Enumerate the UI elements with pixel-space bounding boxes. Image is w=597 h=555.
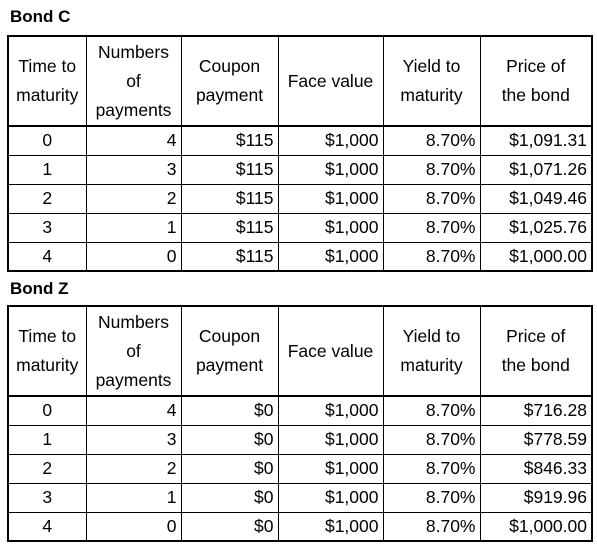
header-face-value xyxy=(278,36,383,126)
header-numbers-of-payments xyxy=(86,36,181,126)
cell-yield-to-maturity: 8.70% xyxy=(383,155,480,184)
cell-coupon-payment: $115 xyxy=(181,155,278,184)
bond-c-table xyxy=(7,35,593,272)
header-text: Price of xyxy=(506,56,566,76)
header-text: payment xyxy=(195,85,264,105)
header-yield-to-maturity xyxy=(383,36,480,126)
cell-time-to-maturity: 2 xyxy=(8,184,86,213)
cell-time-to-maturity: 0 xyxy=(8,126,86,155)
header-text: Numbers xyxy=(98,311,169,332)
header-text: maturity xyxy=(16,85,79,105)
cell-numbers-of-payments: 3 xyxy=(86,425,181,454)
cell-time-to-maturity: 3 xyxy=(8,213,86,242)
cell-yield-to-maturity: 8.70% xyxy=(383,454,480,483)
cell-time-to-maturity: 0 xyxy=(8,396,86,425)
cell-coupon-payment: $0 xyxy=(181,454,278,483)
header-text: payments xyxy=(95,99,172,120)
header-text: Yield to xyxy=(402,326,461,346)
header-text: Time to xyxy=(18,56,77,76)
cell-numbers-of-payments: 4 xyxy=(86,126,181,155)
cell-coupon-payment: $115 xyxy=(181,213,278,242)
cell-price-of-bond: $778.59 xyxy=(480,425,592,454)
table-row xyxy=(8,242,592,271)
header-time-to-maturity xyxy=(8,36,86,126)
cell-face-value: $1,000 xyxy=(278,396,383,425)
cell-yield-to-maturity: 8.70% xyxy=(383,213,480,242)
cell-price-of-bond: $1,000.00 xyxy=(480,512,592,541)
header-time-to-maturity xyxy=(8,306,86,396)
cell-price-of-bond: $1,071.26 xyxy=(480,155,592,184)
cell-face-value: $1,000 xyxy=(278,483,383,512)
header-text: maturity xyxy=(400,85,463,105)
header-text: Yield to xyxy=(402,56,461,76)
cell-numbers-of-payments: 2 xyxy=(86,184,181,213)
cell-numbers-of-payments: 0 xyxy=(86,242,181,271)
cell-time-to-maturity: 2 xyxy=(8,454,86,483)
header-price-of-bond xyxy=(480,36,592,126)
cell-price-of-bond: $846.33 xyxy=(480,454,592,483)
header-face-value xyxy=(278,306,383,396)
table-row xyxy=(8,184,592,213)
header-text: Coupon xyxy=(198,56,261,76)
header-row xyxy=(8,36,592,126)
cell-face-value: $1,000 xyxy=(278,126,383,155)
table-row xyxy=(8,396,592,425)
table-row xyxy=(8,126,592,155)
cell-yield-to-maturity: 8.70% xyxy=(383,242,480,271)
header-text: maturity xyxy=(400,355,463,375)
header-text: maturity xyxy=(16,355,79,375)
cell-price-of-bond: $716.28 xyxy=(480,396,592,425)
cell-face-value: $1,000 xyxy=(278,184,383,213)
cell-numbers-of-payments: 4 xyxy=(86,396,181,425)
cell-yield-to-maturity: 8.70% xyxy=(383,396,480,425)
header-coupon-payment xyxy=(181,36,278,126)
cell-price-of-bond: $1,091.31 xyxy=(480,126,592,155)
cell-coupon-payment: $115 xyxy=(181,126,278,155)
cell-price-of-bond: $919.96 xyxy=(480,483,592,512)
cell-numbers-of-payments: 0 xyxy=(86,512,181,541)
header-row xyxy=(8,306,592,396)
cell-time-to-maturity: 4 xyxy=(8,242,86,271)
cell-coupon-payment: $115 xyxy=(181,242,278,271)
table-row xyxy=(8,425,592,454)
cell-coupon-payment: $0 xyxy=(181,425,278,454)
cell-yield-to-maturity: 8.70% xyxy=(383,512,480,541)
cell-coupon-payment: $115 xyxy=(181,184,278,213)
cell-yield-to-maturity: 8.70% xyxy=(383,126,480,155)
header-numbers-of-payments xyxy=(86,306,181,396)
cell-time-to-maturity: 1 xyxy=(8,425,86,454)
cell-numbers-of-payments: 1 xyxy=(86,483,181,512)
header-coupon-payment xyxy=(181,306,278,396)
header-text: Face value xyxy=(287,340,374,361)
cell-yield-to-maturity: 8.70% xyxy=(383,425,480,454)
cell-face-value: $1,000 xyxy=(278,425,383,454)
cell-coupon-payment: $0 xyxy=(181,512,278,541)
cell-price-of-bond: $1,049.46 xyxy=(480,184,592,213)
cell-time-to-maturity: 3 xyxy=(8,483,86,512)
header-price-of-bond xyxy=(480,306,592,396)
cell-yield-to-maturity: 8.70% xyxy=(383,483,480,512)
header-text: payments xyxy=(95,369,172,390)
cell-coupon-payment: $0 xyxy=(181,396,278,425)
table-row xyxy=(8,512,592,541)
cell-face-value: $1,000 xyxy=(278,155,383,184)
table-row xyxy=(8,483,592,512)
cell-face-value: $1,000 xyxy=(278,512,383,541)
cell-numbers-of-payments: 2 xyxy=(86,454,181,483)
cell-face-value: $1,000 xyxy=(278,213,383,242)
header-text: Numbers xyxy=(98,41,169,62)
cell-coupon-payment: $0 xyxy=(181,483,278,512)
header-text: Coupon xyxy=(198,326,261,346)
header-text: of xyxy=(126,70,141,91)
bond-c-title: Bond C xyxy=(10,7,71,26)
table-row xyxy=(8,454,592,483)
cell-face-value: $1,000 xyxy=(278,454,383,483)
header-text: of xyxy=(126,340,141,361)
header-text: the bond xyxy=(501,355,570,375)
cell-time-to-maturity: 4 xyxy=(8,512,86,541)
table-row xyxy=(8,213,592,242)
cell-numbers-of-payments: 1 xyxy=(86,213,181,242)
cell-numbers-of-payments: 3 xyxy=(86,155,181,184)
cell-yield-to-maturity: 8.70% xyxy=(383,184,480,213)
cell-price-of-bond: $1,000.00 xyxy=(480,242,592,271)
bond-z-title: Bond Z xyxy=(10,279,69,298)
bond-z-table xyxy=(7,305,593,542)
cell-price-of-bond: $1,025.76 xyxy=(480,213,592,242)
header-text: Time to xyxy=(18,326,77,346)
cell-face-value: $1,000 xyxy=(278,242,383,271)
header-text: the bond xyxy=(501,85,570,105)
cell-time-to-maturity: 1 xyxy=(8,155,86,184)
table-row xyxy=(8,155,592,184)
header-text: Price of xyxy=(506,326,566,346)
header-yield-to-maturity xyxy=(383,306,480,396)
header-text: Face value xyxy=(287,70,374,91)
header-text: payment xyxy=(195,355,264,375)
